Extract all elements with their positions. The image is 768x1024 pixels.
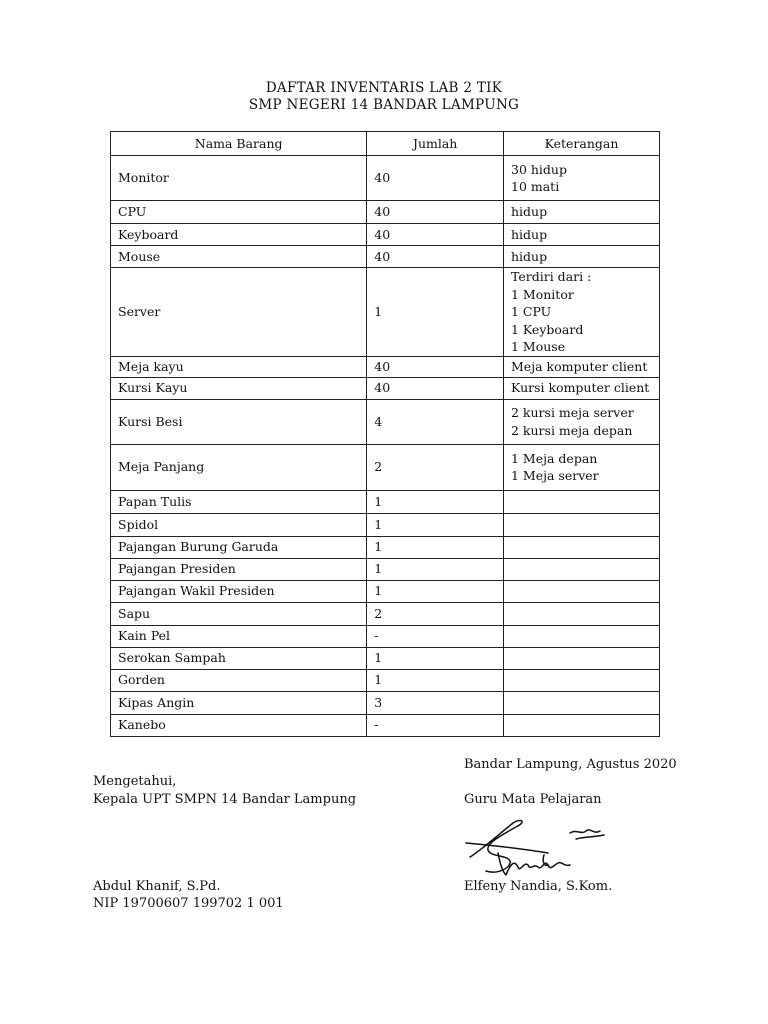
table-body — [111, 156, 660, 737]
note-line: Meja komputer client — [511, 358, 648, 374]
item-name: Server — [111, 268, 367, 357]
item-quantity: 1 — [367, 490, 504, 513]
item-name: Keyboard — [111, 224, 367, 246]
item-name: Gorden — [111, 669, 367, 691]
item-notes — [504, 602, 660, 625]
item-quantity: 40 — [367, 377, 504, 399]
table-row — [111, 580, 660, 602]
note-line: Terdiri dari : — [511, 269, 592, 284]
item-notes — [504, 714, 660, 736]
table-row — [111, 536, 660, 558]
item-notes — [504, 224, 660, 246]
item-name: Mouse — [111, 246, 367, 268]
item-quantity: 40 — [367, 356, 504, 377]
table-row — [111, 444, 660, 490]
item-name: Pajangan Burung Garuda — [111, 536, 367, 558]
item-quantity: 1 — [367, 669, 504, 691]
item-notes — [504, 356, 660, 377]
table-row — [111, 224, 660, 246]
table-row — [111, 490, 660, 513]
note-line: 2 kursi meja depan — [511, 422, 633, 438]
note-line: 1 Keyboard — [511, 321, 584, 337]
note-line: 30 hidup — [511, 161, 567, 177]
table-row — [111, 513, 660, 536]
column-header-notes: Keterangan — [504, 132, 660, 156]
item-notes — [504, 580, 660, 602]
item-notes — [504, 246, 660, 268]
item-notes — [504, 268, 660, 357]
item-name: Kursi Kayu — [111, 377, 367, 399]
teacher-title: Guru Mata Pelajaran — [464, 792, 602, 807]
teacher-name: Elfeny Nandia, S.Kom. — [464, 879, 613, 894]
column-header-qty: Jumlah — [367, 132, 504, 156]
table-row — [111, 246, 660, 268]
item-quantity: 1 — [367, 647, 504, 669]
place-date: Bandar Lampung, Agustus 2020 — [464, 757, 677, 772]
item-name: Monitor — [111, 156, 367, 201]
item-notes — [504, 536, 660, 558]
table-row — [111, 647, 660, 669]
note-line: 1 Meja depan — [511, 450, 598, 466]
note-line: Kursi komputer client — [511, 380, 650, 396]
item-quantity: 1 — [367, 558, 504, 580]
note-line: 2 kursi meja server — [511, 405, 634, 420]
item-quantity: - — [367, 625, 504, 647]
item-notes — [504, 669, 660, 691]
item-name: CPU — [111, 201, 367, 224]
item-notes — [504, 201, 660, 224]
item-notes — [504, 513, 660, 536]
note-line: 10 mati — [511, 179, 560, 194]
note-line: 1 CPU — [511, 304, 552, 319]
inventory-table — [110, 131, 660, 737]
principal-nip: NIP 19700607 199702 1 001 — [93, 896, 284, 911]
item-quantity: 1 — [367, 580, 504, 602]
table-row — [111, 602, 660, 625]
table-header-row — [111, 132, 660, 156]
note-line: hidup — [511, 248, 548, 264]
table-row — [111, 558, 660, 580]
table-row — [111, 268, 660, 357]
item-quantity: 2 — [367, 602, 504, 625]
item-name: Pajangan Presiden — [111, 558, 367, 580]
document-subtitle: SMP NEGERI 14 BANDAR LAMPUNG — [248, 97, 520, 113]
item-quantity: 1 — [367, 268, 504, 357]
item-name: Kipas Angin — [111, 691, 367, 714]
note-line: 1 Meja server — [511, 468, 599, 483]
item-notes — [504, 647, 660, 669]
item-quantity: 40 — [367, 201, 504, 224]
item-quantity: 1 — [367, 536, 504, 558]
item-quantity: 1 — [367, 513, 504, 536]
item-name: Kursi Besi — [111, 399, 367, 444]
table-row — [111, 691, 660, 714]
table-row — [111, 399, 660, 444]
table-row — [111, 669, 660, 691]
item-name: Kanebo — [111, 714, 367, 736]
item-name: Serokan Sampah — [111, 647, 367, 669]
note-line: 1 Monitor — [511, 286, 574, 302]
principal-title: Kepala UPT SMPN 14 Bandar Lampung — [93, 792, 357, 807]
acknowledged-label: Mengetahui, — [93, 774, 177, 789]
item-name: Spidol — [111, 513, 367, 536]
item-notes — [504, 558, 660, 580]
table-row — [111, 625, 660, 647]
item-name: Kain Pel — [111, 625, 367, 647]
item-name: Pajangan Wakil Presiden — [111, 580, 367, 602]
item-notes — [504, 490, 660, 513]
note-line: 1 Mouse — [511, 339, 566, 354]
table-row — [111, 356, 660, 377]
item-quantity: 40 — [367, 224, 504, 246]
item-quantity: 40 — [367, 156, 504, 201]
item-notes — [504, 625, 660, 647]
table-row — [111, 377, 660, 399]
table-row — [111, 201, 660, 224]
item-notes — [504, 399, 660, 444]
item-notes — [504, 377, 660, 399]
item-quantity: 2 — [367, 444, 504, 490]
item-name: Meja kayu — [111, 356, 367, 377]
item-name: Papan Tulis — [111, 490, 367, 513]
item-quantity: - — [367, 714, 504, 736]
note-line: hidup — [511, 204, 548, 220]
item-quantity: 40 — [367, 246, 504, 268]
item-notes — [504, 691, 660, 714]
item-name: Meja Panjang — [111, 444, 367, 490]
item-name: Sapu — [111, 602, 367, 625]
note-line: hidup — [511, 226, 548, 242]
item-quantity: 3 — [367, 691, 504, 714]
item-notes — [504, 156, 660, 201]
document-title: DAFTAR INVENTARIS LAB 2 TIK — [265, 80, 503, 96]
table-row — [111, 156, 660, 201]
table-row — [111, 714, 660, 736]
item-notes — [504, 444, 660, 490]
column-header-name: Nama Barang — [111, 132, 367, 156]
item-quantity: 4 — [367, 399, 504, 444]
principal-name: Abdul Khanif, S.Pd. — [93, 879, 221, 894]
